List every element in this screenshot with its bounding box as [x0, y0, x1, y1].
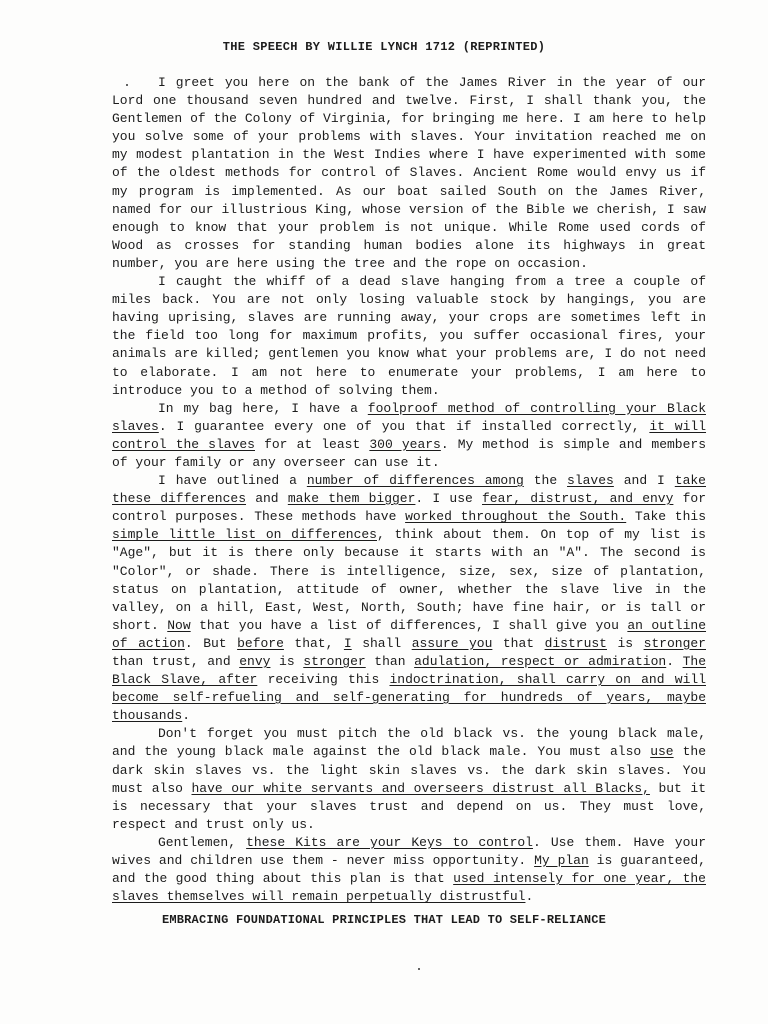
body-text-run: is: [270, 654, 304, 669]
underlined-text: use: [650, 744, 674, 760]
document-title: THE SPEECH BY WILLIE LYNCH 1712 (REPRINTED): [222, 40, 546, 54]
underlined-text: it will control the slaves: [112, 418, 707, 452]
underlined-text: My plan: [534, 853, 589, 869]
body-text-run: . I use: [415, 491, 482, 507]
body-text-run: Don't forget you must pitch the old black vs. the young black male, and the young black male against the old black male. You must also: [112, 726, 706, 760]
body-text-run: that,: [283, 635, 344, 651]
underlined-text: make them bigger: [287, 491, 416, 507]
body-text-run: . But: [184, 635, 238, 651]
underlined-text: used intensely for one year, the slaves themselves will remain perpetually distrustful: [112, 871, 706, 905]
body-text-run: for at least: [255, 436, 370, 452]
body-text-run: than: [365, 654, 415, 669]
body-text-run: , think about them. On top of my list is "Age", but it is there only because it starts with an "A". The second is "Color", or shade. There is intelligence, size, sex, size of plantation, status on plantation, attitude of owner, whether the slave live in the valley, on a hill, East, West, North, South; have fine hair, or is tall or short.: [112, 527, 706, 633]
underlined-text: worked throughout the South.: [405, 509, 627, 525]
paragraph-4: [112, 472, 706, 725]
body-text-run: .: [525, 889, 534, 905]
paragraph-3: [112, 400, 706, 472]
underlined-text: I: [343, 635, 352, 651]
body-text-run: the: [523, 473, 568, 489]
body-text-run: is: [607, 635, 644, 651]
body-text-run: I caught the whiff of a dead slave hanging from a tree a couple of miles back. You are not only losing valuable stock by hangings, you are having uprising, slaves are running away, your crops are sometimes left in the field too long for maximum profits, you suffer occasional fires, your animals are killed; gentlemen you know what your problems are, I do not need to elaborate. I am not here to enumerate your problems, I am here to introduce you to a method of solving them.: [112, 274, 706, 398]
body-text-run: I greet you here on the bank of the James River in the year of our Lord one thousand seven hundred and twelve. First, I shall thank you, the Gentlemen of the Colony of Virginia, for bringing me here. I am here to help you solve some of your problems with slaves. Your invitation reached me on my modest plantation in the West Indies where I have experimented with some of the oldest methods for control of Slaves. Ancient Rome would envy us if my program is implemented. As our boat sailed South on the James River, named for our illustrious King, whose version of the Bible we cherish, I saw enough to know that your problem is not unique. While Rome used cords of Wood as crosses for standing human bodies alone its highways in great number, you are here using the tree and the rope on occasion.: [112, 75, 706, 271]
body-text-run: . I guarantee every one of you that if installed correctly,: [158, 418, 650, 434]
body-text-run: that you have a list of differences, I shall give you: [190, 617, 628, 633]
body-text-run: .: [182, 708, 191, 724]
speech-body: [112, 74, 706, 906]
underlined-text: distrust: [544, 635, 607, 651]
stray-mark: [126, 84, 128, 86]
paragraph-2: [112, 273, 706, 400]
footer-heading: EMBRACING FOUNDATIONAL PRINCIPLES THAT LEAD TO SELF-RELIANCE: [161, 913, 607, 927]
paragraph-5: [112, 725, 706, 834]
body-text-run: for control purposes. These methods have: [112, 491, 706, 525]
underlined-text: slaves: [567, 473, 614, 489]
body-text-run: . My method is simple and members of your family or any overseer can use it.: [112, 436, 706, 470]
body-text-run: that: [492, 635, 545, 651]
underlined-text: stronger: [643, 635, 706, 651]
underlined-text: take these differences: [112, 473, 706, 507]
underlined-text: have our white servants and overseers distrust all Blacks,: [191, 780, 650, 796]
underlined-text: stronger: [303, 654, 366, 669]
body-text-run: Take this: [626, 509, 706, 525]
body-text-run: than trust, and: [112, 654, 240, 669]
body-text-run: receiving this: [257, 672, 390, 688]
underlined-text: assure you: [411, 635, 493, 651]
body-text-run: and: [246, 491, 288, 507]
underlined-text: number of differences among: [306, 473, 524, 489]
body-text-run: In my bag here, I have a: [158, 400, 368, 416]
body-text-run: is guaranteed, and the good thing about this plan is that: [112, 853, 706, 887]
underlined-text: The Black Slave, after: [112, 654, 707, 688]
body-text-run: .: [666, 654, 683, 669]
body-text-run: and I: [613, 473, 675, 489]
underlined-text: Now: [167, 617, 191, 633]
paragraph-6: [112, 834, 706, 906]
underlined-text: an outline of action: [112, 617, 707, 651]
underlined-text: envy: [239, 654, 271, 669]
underlined-text: before: [237, 635, 284, 651]
paragraph-1: [112, 74, 706, 273]
body-text-run: Gentlemen,: [158, 834, 247, 850]
underlined-text: indoctrination, shall carry on and will become self-refueling and self-generating for hundreds of years, maybe thousands: [112, 672, 706, 724]
body-text-run: the dark skin slaves vs. the light skin slaves vs. the dark skin slaves. You must also: [112, 744, 706, 796]
underlined-text: 300 years: [369, 436, 441, 452]
underlined-text: fear, distrust, and envy: [482, 491, 674, 507]
body-text-run: but it is necessary that your slaves trust and depend on us. They must love, respect and trust only us.: [112, 780, 706, 832]
body-text-run: I have outlined a: [158, 473, 307, 489]
underlined-text: simple little list on differences: [112, 527, 377, 543]
body-text-run: shall: [351, 635, 412, 651]
underlined-text: these Kits are your Keys to control: [246, 834, 533, 850]
body-text-run: . Use them. Have your wives and children use them - never miss opportunity.: [112, 834, 706, 869]
stray-mark: [418, 968, 420, 970]
underlined-text: foolproof method of controlling your Black slaves: [112, 400, 706, 434]
underlined-text: adulation, respect or admiration: [414, 654, 667, 669]
